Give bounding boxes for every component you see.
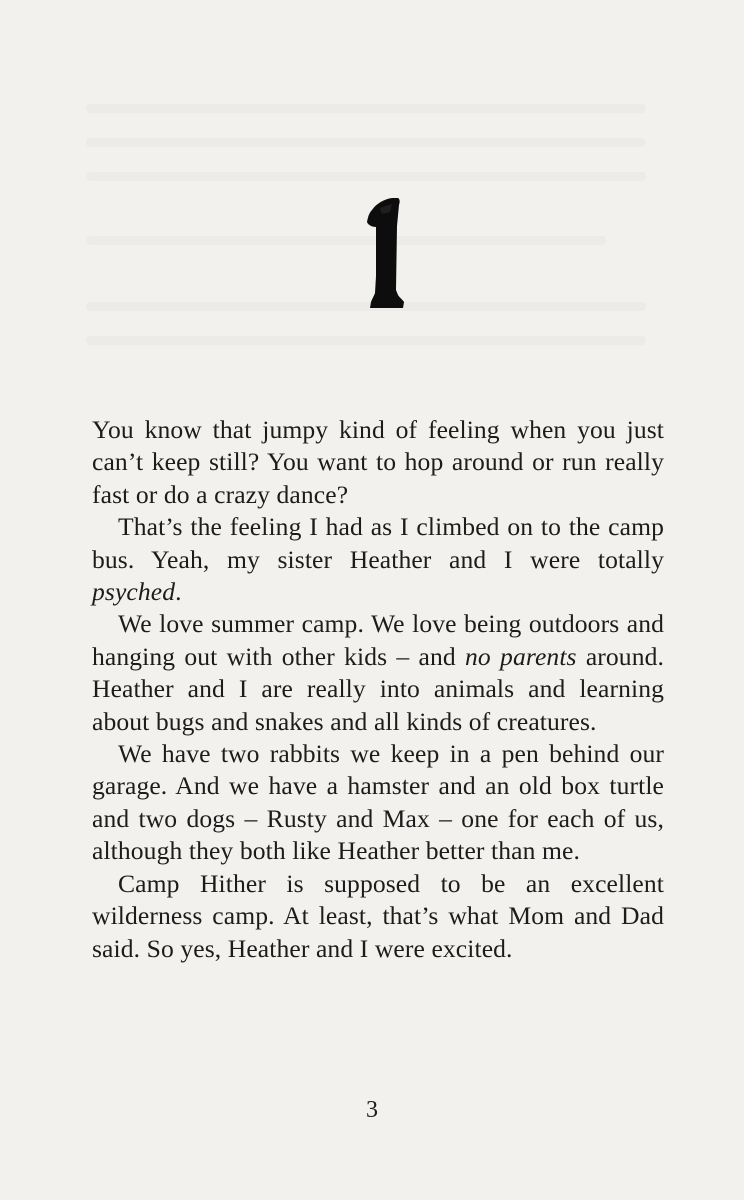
chapter-body (92, 414, 664, 965)
page-number: 3 (366, 1097, 378, 1123)
paragraph-text: around. Heather and I are really into animals and learning about bugs and snakes and all kinds of creatures. (92, 641, 664, 736)
paragraph-text: We love summer camp. We love being outdoors and hanging out with other kids – and (92, 609, 664, 671)
chapter-numeral-1-icon (356, 196, 406, 310)
show-through (86, 138, 646, 147)
paragraph-text: . (175, 577, 182, 607)
show-through (86, 336, 646, 345)
emphasis-text: psyched (92, 577, 176, 607)
paragraph-text: That’s the feeling I had as I climbed on to the camp bus. Yeah, my sister Heather and I were totally (92, 512, 664, 574)
emphasis-text: no parents (465, 641, 577, 671)
paragraph (92, 608, 664, 738)
paragraph (92, 868, 664, 965)
paragraph (92, 511, 664, 608)
show-through (86, 172, 646, 181)
paragraph-text: Camp Hither is supposed to be an excellent wilderness camp. At least, that’s what Mom and Dad said. So yes, Heather and I were excited. (92, 868, 664, 963)
paragraph-text: You know that jumpy kind of feeling when you just can’t keep still? You want to hop around or run really fast or do a crazy dance? (92, 415, 664, 509)
paragraph (92, 738, 664, 868)
paragraph-text: We have two rabbits we keep in a pen behind our garage. And we have a hamster and an old box turtle and two dogs – Rusty and Max – one for each of us, although they both like Heather better than me. (92, 739, 664, 866)
paragraph (92, 414, 664, 511)
show-through (86, 236, 606, 245)
show-through (86, 104, 646, 113)
